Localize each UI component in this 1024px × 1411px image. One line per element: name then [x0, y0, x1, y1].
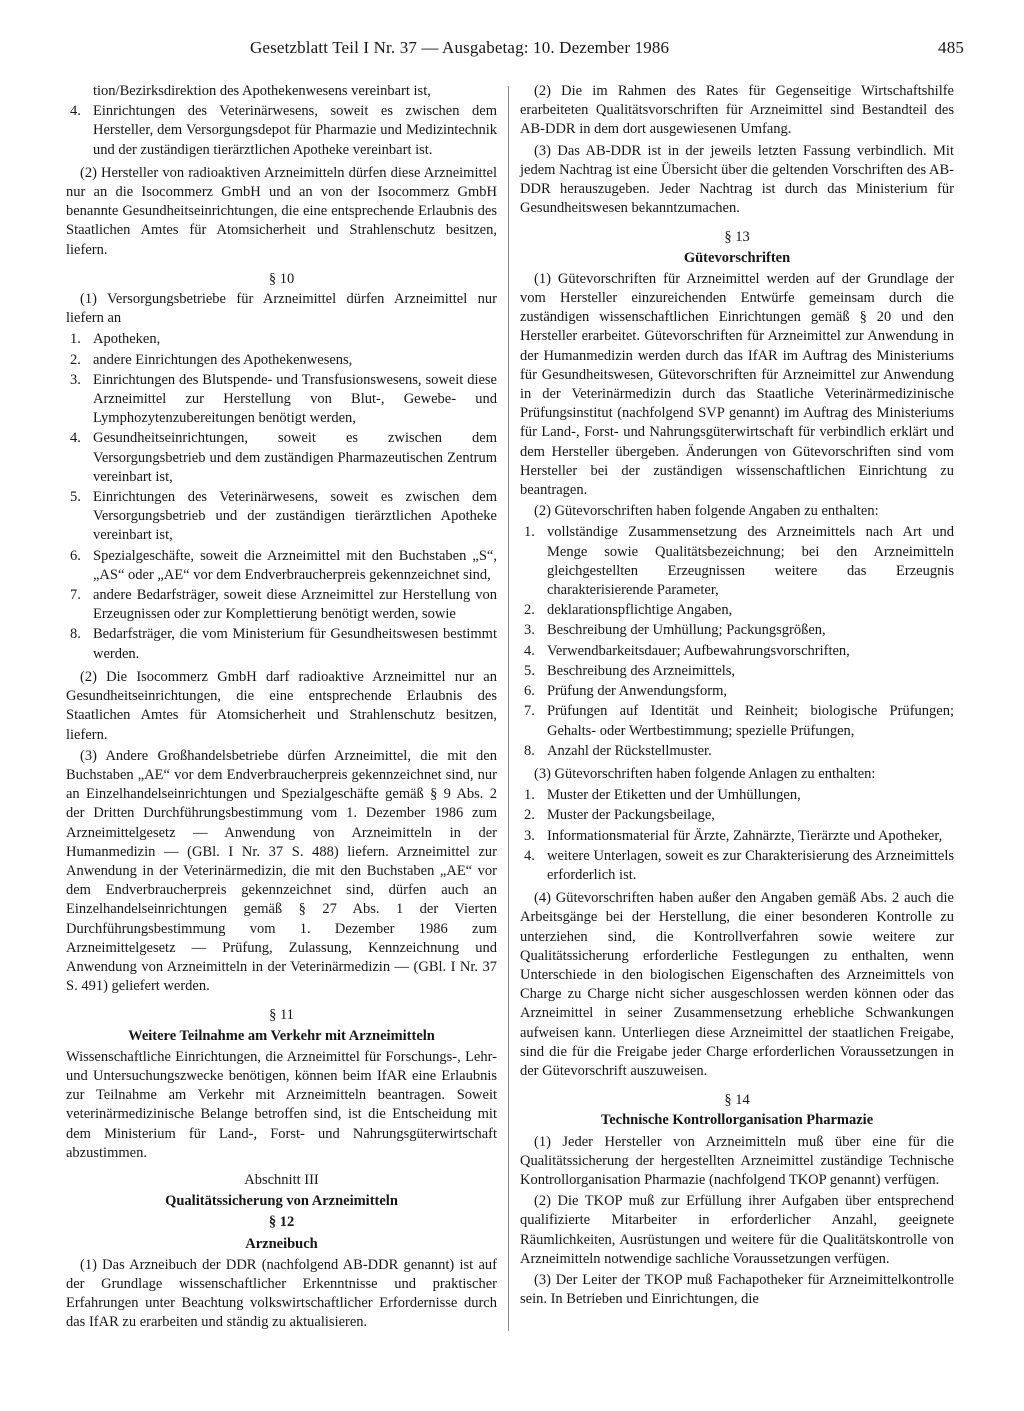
list-item	[66, 586, 497, 624]
column-divider	[508, 86, 509, 1331]
paragraph: (2) Die Isocommerz GmbH darf radioaktive Arzneimittel nur an Gesundheitseinrichtungen, die eine entsprechende Erlaubnis des Staatlichen Amtes für Atomsicherheit und Strahlenschutz besitzen, liefern.	[66, 668, 497, 743]
section-heading-13: § 13	[724, 229, 750, 246]
list-item-text: Prüfungen auf Identität und Reinheit; biologische Prüfungen; Gehalts- oder Wertbestimmung; spezielle Prüfungen,	[547, 703, 954, 739]
chapter-label: Abschnitt III	[244, 1171, 319, 1188]
header-title: Gesetzblatt Teil I Nr. 37 — Ausgabetag: 10. Dezember 1986	[250, 38, 670, 57]
list-item-number: 7.	[70, 587, 81, 604]
list-item-number: 2.	[524, 602, 535, 619]
list-item-number: 3.	[70, 371, 81, 388]
section-heading-11: § 11	[269, 1007, 294, 1024]
list-item	[66, 488, 497, 546]
list-item-text: Gesundheitseinrichtungen, soweit es zwischen dem Versorgungsbetrieb und dem zuständigen Pharmazeutischen Zentrum vereinbart ist,	[93, 430, 497, 485]
list-item-text: Bedarfsträger, die vom Ministerium für Gesundheitswesen bestimmt werden.	[93, 626, 497, 662]
list-item-number: 3.	[524, 827, 535, 844]
list-item-text: Beschreibung des Arzneimittels,	[547, 662, 736, 679]
list-item	[520, 847, 954, 885]
paragraph: (2) Gütevorschriften haben folgende Angaben zu enthalten:	[534, 503, 879, 520]
list-item	[66, 351, 497, 370]
list-item-number: 7.	[524, 703, 535, 720]
paragraph: (3) Das AB-DDR ist in der jeweils letzten Fassung verbindlich. Mit jedem Nachtrag ist eine Übersicht über die geltenden Vorschriften des AB-DDR herauszugeben. Jeder Nachtrag ist durch das Ministerium für Gesundheitswesen bekanntzumachen.	[520, 142, 954, 217]
list-item-text: tion/Bezirksdirektion des Apothekenwesens vereinbart ist,	[93, 83, 431, 99]
list-item	[520, 806, 954, 825]
list-item-number: 1.	[70, 331, 81, 348]
list-item	[520, 523, 954, 600]
list-item	[520, 662, 954, 681]
list-item-number: 6.	[70, 547, 81, 564]
list-item	[66, 371, 497, 429]
section-heading-12: § 12	[268, 1214, 295, 1231]
list-item-number: 1.	[524, 524, 535, 541]
list-item-number: 4.	[524, 847, 535, 864]
list-item	[66, 82, 497, 101]
list-item-text: Prüfung der Anwendungsform,	[547, 683, 728, 700]
paragraph: (3) Andere Großhandelsbetriebe dürfen Arzneimittel, die mit den Buchstaben „AE“ vor dem Endverbraucherpreis gekennzeichnet sind, nur an Einzelhandelseinrichtungen und Spezialgeschäfte gemäß § 9 Abs. 2 der Dritten Durchführungsbestimmung vom 1. Dezember 1986 zum Arzneimittelgesetz — Anwendung von Arzneimitteln in der Humanmedizin — (GBl. I Nr. 37 S. 488) liefern. Arzneimittel zur Anwendung in der Veterinärmedizin, die mit den Buchstaben „AE“ vor dem Endverbraucherpreis gekennzeichnet sind, dürfen auch an Einzelhandelseinrichtungen gemäß § 27 Abs. 1 der Vierten Durchführungsbestimmung vom 1. Dezember 1986 zum Arzneimittelgesetz — Prüfung, Zulassung, Kennzeichnung und Anwendung von Arzneimitteln in der Veterinärmedizin — (GBl. I Nr. 37 S. 491) geliefert werden.	[66, 747, 497, 995]
list-item	[66, 547, 497, 585]
s10-list	[66, 330, 497, 663]
paragraph: (1) Das Arzneibuch der DDR (nachfolgend AB-DDR genannt) ist auf der Grundlage wissenschaftlicher Erkenntnisse und praktischer Erfahrungen unter Beachtung volkswirtschaftlicher Erfordernisse durch das IfAR zu erarbeiten und ständig zu aktualisieren.	[66, 1256, 497, 1331]
list-item	[520, 827, 954, 846]
section-heading-10: § 10	[268, 270, 295, 287]
list-item-number: 3.	[524, 622, 535, 639]
paragraph: (1) Gütevorschriften für Arzneimittel werden auf der Grundlage der vom Hersteller einzureichenden Entwürfe gemeinsam durch die zuständigen wissenschaftlichen Einrichtungen gemäß § 20 und den Hersteller erarbeitet. Gütevorschriften für Arzneimittel zur Anwendung in der Humanmedizin werden durch das IfAR im Auftrag des Ministeriums für Gesundheitswesen, Gütevorschriften für Arzneimittel zur Anwendung in der Veterinärmedizin durch das Staatliche Veterinärmedizinische Prüfungsinstitut (nachfolgend SVP genannt) im Auftrag des Ministeriums für Land-, Forst- und Nahrungsgüterwirtschaft für verbindlich erklärt und dem Hersteller übergeben. Änderungen von Gütevorschriften sind vom Hersteller bei der zuständigen wissenschaftlichen Einrichtung zu beantragen.	[520, 270, 954, 499]
list-item-number: 1.	[524, 787, 535, 804]
list-item-number: 4.	[70, 430, 81, 447]
list-item-number: 8.	[524, 742, 535, 759]
list-item	[520, 786, 954, 805]
paragraph: (2) Hersteller von radioaktiven Arzneimitteln dürfen diese Arzneimittel nur an die Isocommerz GmbH und an von der Isocommerz GmbH benannte Gesundheitseinrichtungen, die eine entsprechende Erlaubnis des Staatlichen Amtes für Atomsicherheit und Strahlenschutz besitzen, liefern.	[66, 164, 497, 258]
list-item-number: 5.	[524, 662, 535, 679]
paragraph: (3) Der Leiter der TKOP muß Fachapotheker für Arzneimittelkontrolle sein. In Betrieben und Einrichtungen, die	[520, 1271, 954, 1308]
list-item	[520, 742, 954, 761]
page-number: 485	[938, 38, 964, 57]
list-item-text: andere Bedarfsträger, soweit diese Arzneimittel zur Herstellung von Erzeugnissen oder zur Komplettierung benötigt werden, sowie	[93, 587, 497, 623]
list-item-text: Einrichtungen des Veterinärwesens, soweit es zwischen dem Hersteller, dem Versorgungsdepot für Pharmazie und Medizintechnik und der zuständigen tierärztlichen Apotheke vereinbart ist.	[93, 103, 497, 158]
paragraph: (2) Die im Rahmen des Rates für Gegenseitige Wirtschaftshilfe erarbeiteten Qualitätsvorschriften für Arzneimittel sind Bestandteil des AB-DDR in dem dort ausgewiesenen Umfang.	[520, 83, 954, 138]
list-item-text: Muster der Packungsbeilage,	[547, 807, 715, 824]
list-item	[520, 621, 954, 640]
list-item-text: deklarationspflichtige Angaben,	[547, 602, 733, 619]
list-item	[66, 330, 497, 349]
continued-list	[66, 82, 497, 160]
list-item-number: 2.	[524, 807, 535, 824]
list-item-text: Verwendbarkeitsdauer; Aufbewahrungsvorschriften,	[547, 642, 850, 659]
list-item-text: andere Einrichtungen des Apothekenwesens,	[93, 351, 353, 368]
list-item-number: 4.	[70, 103, 81, 120]
list-item	[66, 429, 497, 487]
list-item-number: 8.	[70, 626, 81, 643]
list-item-text: vollständige Zusammensetzung des Arzneimittels nach Art und Menge sowie Qualitätsbezeichnung; bei den Arzneimitteln gleichgestellten Erzeugnissen weitere das Erzeugnis charakterisierende Parameter,	[547, 524, 954, 599]
list-item	[66, 102, 497, 160]
paragraph: (4) Gütevorschriften haben außer den Angaben gemäß Abs. 2 auch die Arbeitsgänge bei der Herstellung, die einer besonderen Kontrolle zu unterziehen sind, die Kontrollverfahren sowie weitere zur Qualitätssicherung erforderliche Festlegungen zu enthalten, wenn Unterschiede in den biologischen Eigenschaften des Arzneimittels von Charge zu Charge nicht sicher ausgeschlossen werden können oder das Arzneimittel in seiner Zusammensetzung erhebliche Schwankungen aufweisen kann. Unterliegen diese Arzneimittel der staatlichen Freigabe, sind die für die Freigabe jeder Charge erforderlichen Voraussetzungen in der Gütevorschrift auszuweisen.	[520, 890, 954, 1079]
paragraph: (1) Versorgungsbetriebe für Arzneimittel dürfen Arzneimittel nur liefern an	[66, 291, 497, 327]
s13-anlagen-list	[520, 786, 954, 885]
section-title-11: Weitere Teilnahme am Verkehr mit Arzneimitteln	[128, 1027, 435, 1044]
left-column	[66, 82, 497, 1335]
section-title-12: Arzneibuch	[245, 1235, 318, 1252]
list-item-text: Apotheken,	[93, 331, 161, 348]
list-item-number: 5.	[70, 489, 81, 506]
list-item-text: Beschreibung der Umhüllung; Packungsgrößen,	[547, 622, 826, 639]
section-heading-14: § 14	[724, 1092, 750, 1109]
list-item-number: 6.	[524, 683, 535, 700]
section-title-13: Gütevorschriften	[683, 249, 791, 266]
list-item	[66, 625, 497, 663]
list-item	[520, 702, 954, 740]
list-item-number: 4.	[524, 642, 535, 659]
list-item-text: weitere Unterlagen, soweit es zur Charakterisierung des Arzneimittels erforderlich ist.	[547, 847, 954, 883]
list-item-text: Muster der Etiketten und der Umhüllungen,	[547, 787, 801, 804]
chapter-title: Qualitätssicherung von Arzneimitteln	[165, 1193, 398, 1210]
paragraph: (1) Jeder Hersteller von Arzneimitteln muß über eine für die Qualitätssicherung der hergestellten Arzneimittel zuständige Technische Kontrollorganisation Pharmazie (nachfolgend TKOP genannt) verfügen.	[520, 1133, 954, 1188]
paragraph: (2) Die TKOP muß zur Erfüllung ihrer Aufgaben über entsprechend qualifizierte Mitarbeiter in erforderlicher Anzahl, geeignete Räumlichkeiten, Ausrüstungen und weitere für die Qualitätskontrolle von Arzneimitteln notwendige sachliche Voraussetzungen verfügen.	[520, 1193, 954, 1267]
list-item-text: Einrichtungen des Veterinärwesens, soweit es zwischen dem Versorgungsbetrieb und der zuständigen tierärztlichen Apotheke vereinbart ist,	[93, 489, 497, 544]
list-item	[520, 682, 954, 701]
list-item-text: Informationsmaterial für Ärzte, Zahnärzte, Tierärzte und Apotheker,	[547, 827, 943, 844]
s13-angaben-list	[520, 523, 954, 760]
list-item	[520, 601, 954, 620]
list-item-text: Anzahl der Rückstellmuster.	[547, 742, 712, 759]
list-item-text: Einrichtungen des Blutspende- und Transfusionswesens, soweit diese Arzneimittel zur Herstellung von Blut-, Gewebe- und Lymphozytenzubereitungen benötigt werden,	[93, 371, 497, 427]
section-title-14: Technische Kontrollorganisation Pharmazie	[600, 1112, 874, 1129]
list-item	[520, 642, 954, 661]
list-item-number: 2.	[70, 351, 81, 368]
paragraph: (3) Gütevorschriften haben folgende Anlagen zu enthalten:	[534, 765, 876, 782]
list-item-text: Spezialgeschäfte, soweit die Arzneimittel mit den Buchstaben „S“, „AS“ oder „AE“ vor dem Endverbraucherpreis gekennzeichnet sind,	[93, 547, 497, 583]
right-column	[520, 82, 954, 1311]
paragraph: Wissenschaftliche Einrichtungen, die Arzneimittel für Forschungs-, Lehr- und Untersuchungszwecke benötigen, können beim IfAR eine Erlaubnis zur Teilnahme am Verkehr mit Arzneimitteln beantragen. Soweit veterinärmedizinische Belange betroffen sind, ist die Entscheidung mit dem Ministerium für Land-, Forst- und Nahrungsgüterwirtschaft abzustimmen.	[66, 1048, 497, 1161]
page-header	[250, 38, 964, 58]
